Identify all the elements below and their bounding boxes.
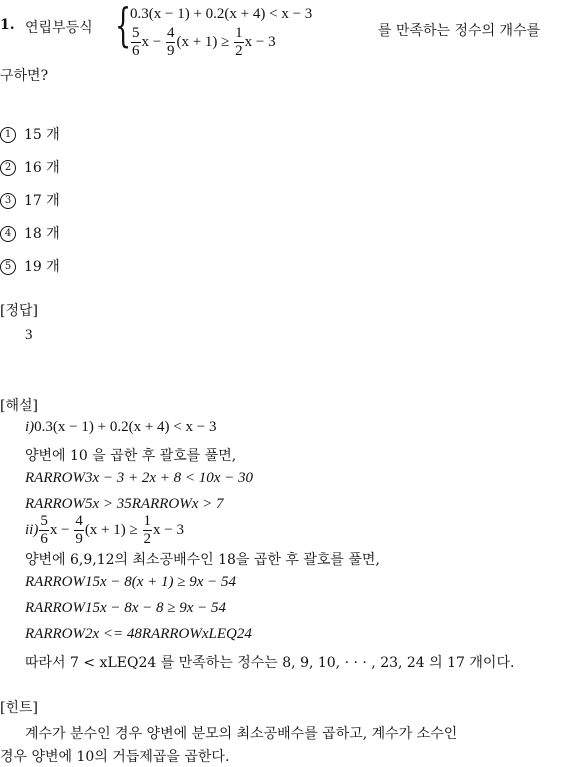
eq-text: (x + 1) ≥	[176, 33, 234, 50]
solution-step-8: RARROW15x − 8x − 8 ≥ 9x − 54	[25, 600, 227, 616]
choice-text: 16 개	[24, 160, 60, 176]
question-number	[0, 17, 15, 33]
denominator: 9	[75, 531, 83, 547]
step-prefix: ii)	[25, 521, 39, 538]
numerator: 5	[132, 25, 140, 41]
choice-3[interactable]	[0, 190, 60, 210]
question-number-text: 1.	[0, 17, 15, 33]
hint-line-1: 계수가 분수인 경우 양변에 분모의 최소공배수를 곱하고, 계수가 소수인	[25, 726, 458, 742]
eq-text: (x + 1) ≥	[84, 521, 142, 538]
numerator: 1	[235, 25, 243, 41]
denominator: 9	[166, 43, 175, 59]
step-text: 0.3(x − 1) + 0.2(x + 4) < x − 3	[34, 419, 217, 435]
choice-text: 18 개	[24, 226, 60, 242]
fraction	[234, 26, 244, 59]
fraction	[74, 514, 84, 547]
solution-step-7: RARROW15x − 8(x + 1) ≥ 9x − 54	[25, 574, 237, 590]
system-brace: {	[115, 0, 132, 52]
solution-step-2: 양변에 10 을 곱한 후 괄호를 풀면,	[25, 448, 237, 464]
question-stem-after: 를 만족하는 정수의 개수를	[378, 23, 541, 39]
solution-step-3: RARROW3x − 3 + 2x + 8 < 10x − 30	[25, 470, 254, 486]
eq-text: x − 3	[153, 521, 184, 538]
solution-step-10: 따라서 7 < xLEQ24 를 만족하는 정수는 8, 9, 10, · · · , 23, 24 의 17 개이다.	[25, 655, 515, 671]
fraction	[131, 26, 141, 59]
eq-text: x − 3	[244, 33, 276, 50]
circled-number-icon: 4	[0, 226, 16, 242]
solution-step-5	[25, 514, 184, 547]
solution-step-6: 양변에 6,9,12의 최소공배수인 18을 곱한 후 괄호를 풀면,	[25, 552, 380, 568]
answer-label: [정답]	[0, 303, 38, 319]
solution-label: [해설]	[0, 398, 38, 414]
circled-number-icon: 1	[0, 127, 16, 143]
choice-text: 19 개	[24, 259, 60, 275]
circled-number-icon: 5	[0, 259, 16, 275]
numerator: 4	[75, 513, 83, 529]
system-equation-2	[130, 26, 276, 59]
choice-text: 15 개	[24, 127, 60, 143]
numerator: 5	[40, 513, 48, 529]
denominator: 6	[132, 43, 140, 59]
eq-text: x −	[49, 521, 74, 538]
eq-text: x −	[141, 33, 165, 50]
fraction	[143, 514, 153, 547]
solution-step-1	[25, 419, 216, 436]
denominator: 2	[235, 43, 243, 59]
step-prefix: i)	[25, 419, 35, 435]
choice-1[interactable]	[0, 124, 60, 144]
system-equation-1: 0.3(x − 1) + 0.2(x + 4) < x − 3	[130, 6, 313, 22]
question-stem-line2: 구하면?	[0, 68, 49, 84]
choice-2[interactable]	[0, 157, 60, 177]
fraction	[39, 514, 49, 547]
circled-number-icon: 3	[0, 193, 16, 209]
choice-text: 17 개	[24, 193, 60, 209]
question-intro: 연립부등식	[25, 20, 93, 36]
choice-4[interactable]	[0, 223, 60, 243]
circled-number-icon: 2	[0, 160, 16, 176]
answer-value: 3	[25, 327, 33, 343]
numerator: 4	[166, 25, 175, 41]
hint-line-2: 경우 양변에 10의 거듭제곱을 곱한다.	[0, 749, 230, 765]
denominator: 6	[40, 531, 48, 547]
solution-step-9: RARROW2x <= 48RARROWxLEQ24	[25, 626, 252, 642]
denominator: 2	[143, 531, 151, 547]
numerator: 1	[143, 513, 151, 529]
fraction	[166, 26, 176, 59]
choice-5[interactable]	[0, 256, 60, 276]
solution-step-4: RARROW5x > 35RARROWx > 7	[25, 496, 224, 512]
hint-label: [힌트]	[0, 700, 38, 716]
